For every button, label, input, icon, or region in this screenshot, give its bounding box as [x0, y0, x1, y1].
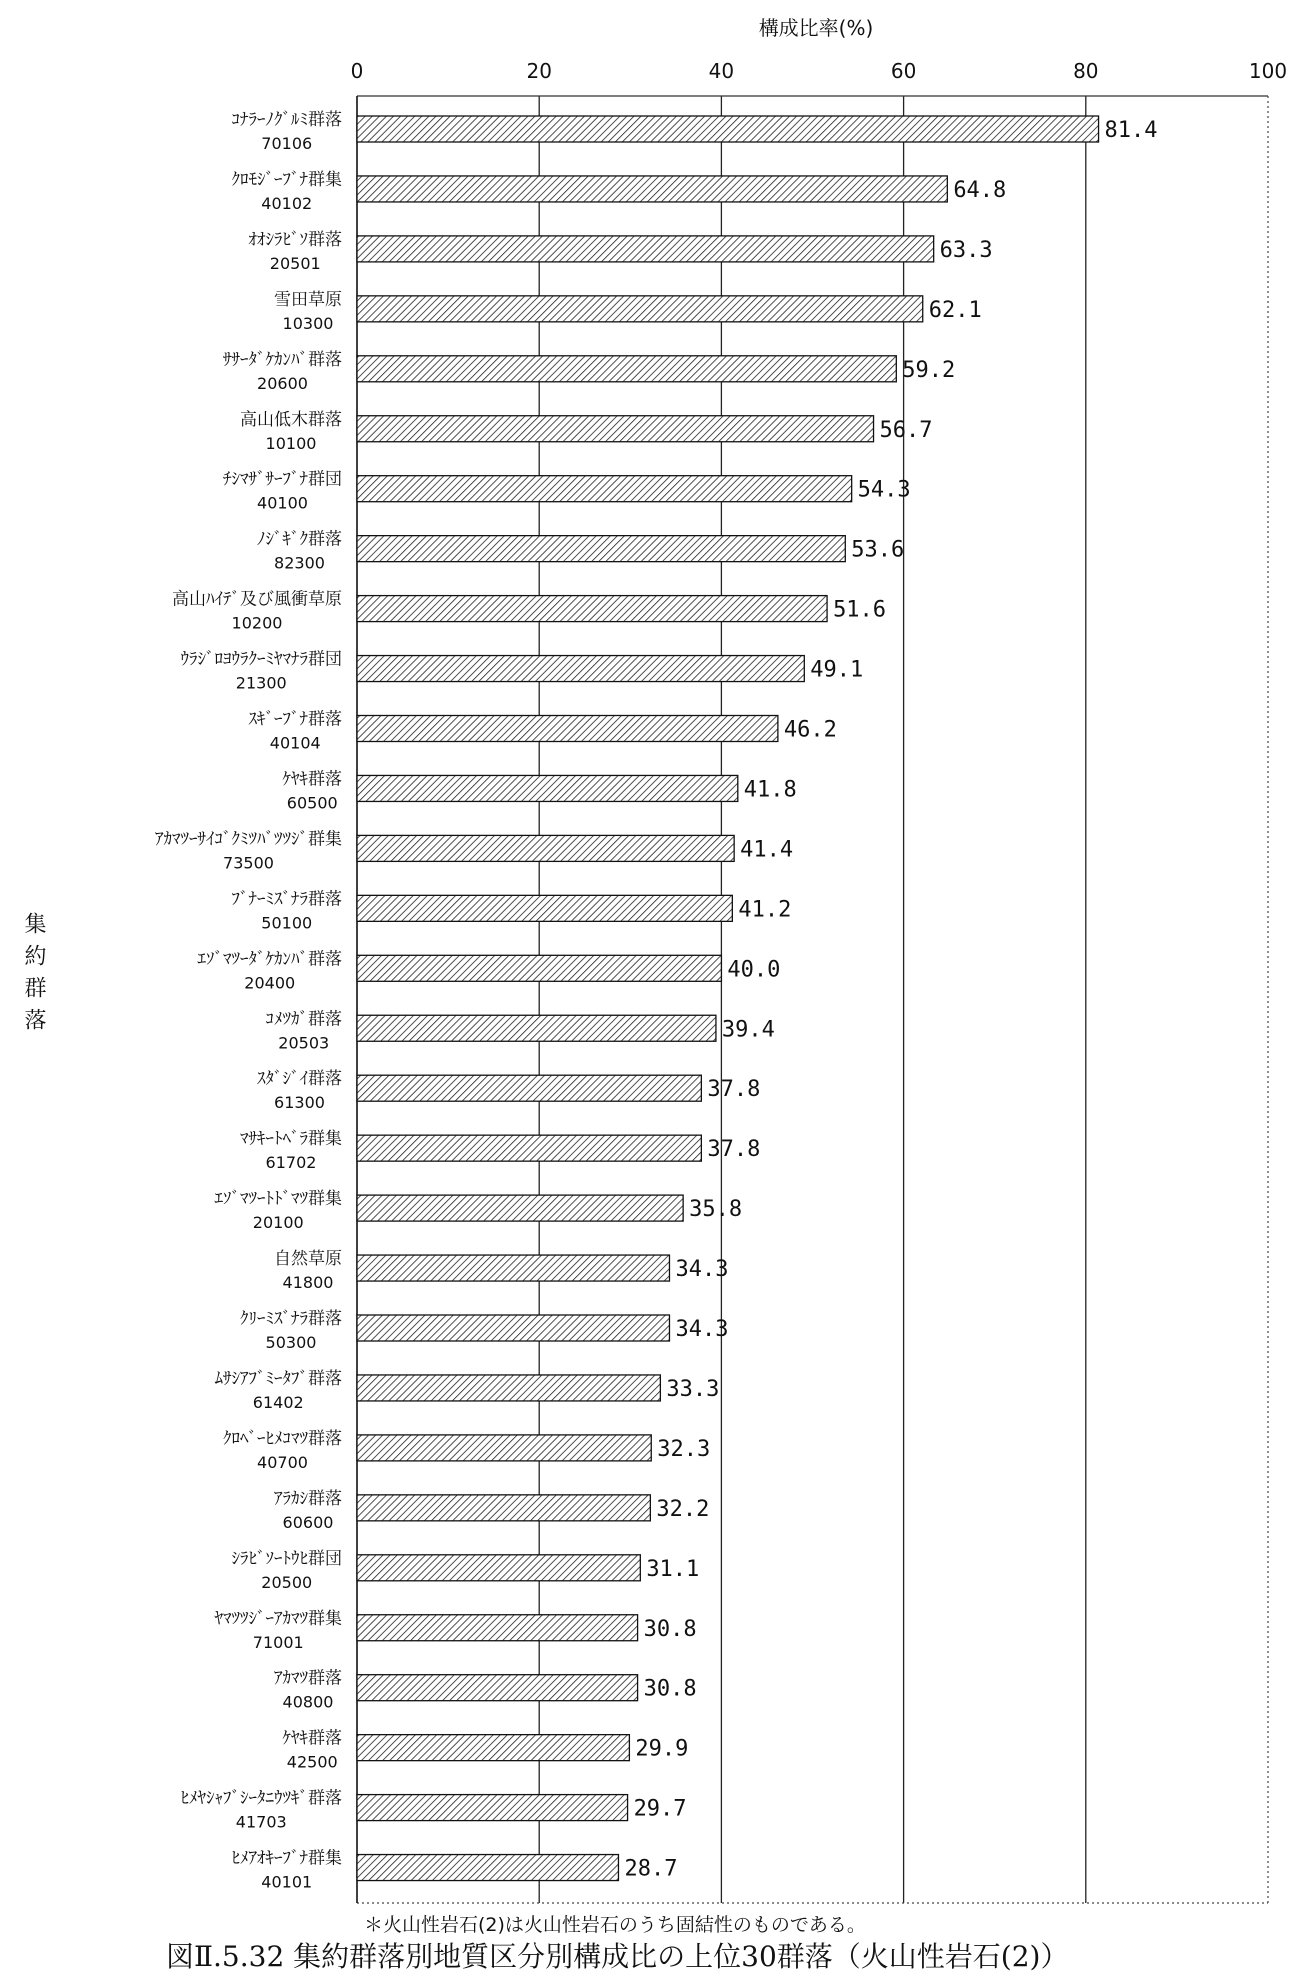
value-label-24: 32.2: [656, 1496, 710, 1522]
category-code-16: 20503: [278, 1033, 330, 1053]
bar-10: [357, 656, 804, 682]
category-code-26: 71001: [252, 1632, 304, 1652]
category-label-13: ｱｶﾏﾂｰｻｲｺﾞｸﾐﾂﾊﾞﾂﾂｼﾞ群集: [155, 829, 342, 850]
category-label-19: ｴｿﾞﾏﾂｰﾄﾄﾞﾏﾂ群集: [214, 1189, 342, 1210]
category-label-15: ｴｿﾞﾏﾂｰﾀﾞｹｶﾝﾊﾞ群落: [197, 949, 342, 970]
category-code-2: 40102: [261, 193, 313, 213]
value-label-27: 30.8: [643, 1676, 697, 1702]
category-label-30: ﾋﾒｱｵｷｰﾌﾞﾅ群集: [231, 1848, 342, 1869]
value-label-21: 34.3: [675, 1317, 729, 1342]
category-label-3: ｵｵｼﾗﾋﾞｿ群落: [248, 229, 342, 250]
value-label-14: 41.2: [738, 897, 792, 923]
y-axis-title: 集約群落: [21, 912, 46, 1040]
value-label-12: 41.8: [743, 777, 797, 803]
category-code-8: 82300: [274, 553, 325, 573]
category-code-27: 40800: [282, 1692, 334, 1712]
value-label-10: 49.1: [810, 657, 864, 683]
category-label-16: ｺﾒﾂｶﾞ群落: [265, 1009, 342, 1030]
category-label-21: ｸﾘｰﾐｽﾞﾅﾗ群落: [240, 1309, 342, 1329]
category-code-20: 41800: [282, 1273, 334, 1293]
value-label-26: 30.8: [643, 1616, 697, 1642]
bar-26: [357, 1615, 638, 1641]
bar-12: [357, 775, 738, 801]
value-label-19: 35.8: [689, 1197, 743, 1223]
bar-16: [357, 1015, 716, 1041]
bar-9: [357, 596, 827, 622]
category-code-9: 10200: [231, 613, 283, 633]
category-code-28: 42500: [286, 1752, 338, 1772]
bar-21: [357, 1315, 669, 1341]
value-label-2: 64.8: [953, 177, 1007, 203]
value-label-20: 34.3: [675, 1257, 729, 1283]
value-label-23: 32.3: [657, 1436, 711, 1462]
category-label-8: ﾉｼﾞｷﾞｸ群落: [257, 529, 342, 550]
category-label-4: 雪田草原: [274, 289, 342, 310]
bar-8: [357, 536, 845, 562]
category-code-5: 20600: [257, 373, 308, 393]
x-tick-label-100: 100: [1248, 59, 1288, 83]
value-label-1: 81.4: [1104, 118, 1158, 143]
category-code-11: 40104: [269, 733, 321, 753]
category-label-22: ﾑｻｼｱﾌﾞﾐｰﾀﾌﾞ群落: [214, 1368, 342, 1389]
bar-1: [357, 116, 1099, 142]
bar-25: [357, 1555, 640, 1581]
value-label-9: 51.6: [833, 597, 887, 623]
value-label-3: 63.3: [939, 237, 993, 263]
value-label-6: 56.7: [879, 417, 933, 443]
bar-29: [357, 1795, 628, 1821]
value-label-16: 39.4: [721, 1017, 775, 1043]
category-code-13: 73500: [223, 853, 274, 873]
category-code-6: 10100: [265, 433, 317, 453]
value-label-28: 29.9: [635, 1736, 689, 1762]
value-label-13: 41.4: [740, 837, 794, 863]
bar-5: [357, 356, 896, 382]
category-code-3: 20501: [269, 253, 321, 273]
bar-19: [357, 1195, 683, 1221]
category-code-15: 20400: [244, 973, 296, 993]
category-label-12: ｹﾔｷ群落: [282, 769, 342, 790]
bar-24: [357, 1495, 650, 1521]
category-label-9: 高山ﾊｲﾃﾞ及び風衝草原: [172, 589, 342, 610]
bar-22: [357, 1375, 660, 1401]
category-label-20: 自然草原: [274, 1249, 342, 1270]
category-code-18: 61702: [265, 1153, 317, 1173]
category-code-21: 50300: [265, 1333, 317, 1352]
bar-27: [357, 1675, 638, 1701]
value-label-22: 33.3: [666, 1376, 720, 1402]
category-code-10: 21300: [235, 673, 287, 693]
bar-13: [357, 835, 734, 861]
category-label-10: ｳﾗｼﾞﾛﾖｳﾗｸｰﾐﾔﾏﾅﾗ群団: [180, 649, 342, 670]
category-code-19: 20100: [252, 1213, 304, 1233]
category-code-22: 61402: [252, 1392, 304, 1412]
bar-17: [357, 1075, 701, 1101]
category-code-23: 40700: [257, 1452, 308, 1472]
bar-28: [357, 1735, 629, 1761]
figure-caption: 図Ⅱ.5.32 集約群落別地質区分別構成比の上位30群落（火山性岩石(2)）: [166, 1940, 1069, 1973]
value-label-25: 31.1: [646, 1556, 700, 1582]
category-code-30: 40101: [261, 1872, 313, 1892]
category-code-29: 41703: [235, 1812, 287, 1832]
category-code-12: 60500: [286, 793, 338, 813]
category-code-14: 50100: [261, 913, 313, 933]
category-label-17: ｽﾀﾞｼﾞｲ群落: [257, 1069, 342, 1090]
category-label-23: ｸﾛﾍﾞｰﾋﾒｺﾏﾂ群落: [223, 1428, 342, 1449]
value-label-11: 46.2: [783, 717, 837, 743]
category-label-11: ｽｷﾞｰﾌﾞﾅ群落: [248, 709, 342, 730]
value-label-17: 37.8: [707, 1077, 761, 1103]
x-tick-label-20: 20: [526, 59, 552, 83]
category-label-2: ｸﾛﾓｼﾞｰﾌﾞﾅ群集: [231, 169, 342, 190]
category-label-29: ﾋﾒﾔｼｬﾌﾞｼｰﾀﾆｳﾂｷﾞ群落: [180, 1788, 342, 1809]
category-label-25: ｼﾗﾋﾞｿｰﾄｳﾋ群団: [231, 1548, 342, 1569]
bar-6: [357, 416, 874, 442]
bar-2: [357, 176, 947, 202]
bar-30: [357, 1855, 618, 1881]
x-axis-title: 構成比率(%): [758, 16, 874, 40]
bar-7: [357, 476, 852, 502]
category-label-7: ﾁｼﾏｻﾞｻｰﾌﾞﾅ群団: [223, 469, 342, 490]
category-code-17: 61300: [274, 1093, 325, 1113]
footnote: ＊火山性岩石(2)は火山性岩石のうち固結性のものである。: [364, 1914, 866, 1936]
x-tick-label-60: 60: [890, 59, 917, 83]
category-label-26: ﾔﾏﾂﾂｼﾞｰｱｶﾏﾂ群集: [214, 1608, 342, 1629]
category-code-1: 70106: [261, 134, 313, 153]
category-label-14: ﾌﾞﾅｰﾐｽﾞﾅﾗ群落: [231, 889, 342, 910]
category-code-4: 10300: [282, 313, 334, 333]
category-label-18: ﾏｻｷｰﾄﾍﾞﾗ群集: [240, 1129, 342, 1150]
value-label-5: 59.2: [902, 357, 956, 383]
x-tick-label-40: 40: [708, 59, 735, 83]
bar-11: [357, 716, 778, 742]
value-label-18: 37.8: [707, 1137, 761, 1163]
bar-23: [357, 1435, 651, 1461]
category-code-7: 40100: [257, 493, 308, 513]
x-tick-label-0: 0: [350, 59, 364, 83]
bar-14: [357, 895, 732, 921]
bar-18: [357, 1135, 701, 1161]
value-label-29: 29.7: [633, 1796, 687, 1822]
value-label-8: 53.6: [851, 537, 905, 563]
value-label-30: 28.7: [624, 1856, 678, 1882]
category-label-28: ｹﾔｷ群落: [282, 1728, 342, 1749]
category-label-5: ｻｻｰﾀﾞｹｶﾝﾊﾞ群落: [223, 349, 342, 370]
bar-15: [357, 955, 721, 981]
bar-3: [357, 236, 934, 262]
value-label-7: 54.3: [857, 477, 911, 503]
value-label-15: 40.0: [727, 957, 781, 983]
category-label-27: ｱｶﾏﾂ群落: [274, 1668, 342, 1689]
bar-4: [357, 296, 923, 322]
category-label-1: ｺﾅﾗｰﾉｸﾞﾙﾐ群落: [231, 110, 342, 130]
value-label-4: 62.1: [928, 297, 982, 323]
category-code-24: 60600: [282, 1512, 334, 1532]
x-tick-label-80: 80: [1073, 59, 1099, 83]
category-label-6: 高山低木群落: [240, 409, 342, 430]
category-code-25: 20500: [261, 1572, 313, 1592]
bar-20: [357, 1255, 669, 1281]
category-label-24: ｱﾗｶｼ群落: [274, 1488, 342, 1509]
